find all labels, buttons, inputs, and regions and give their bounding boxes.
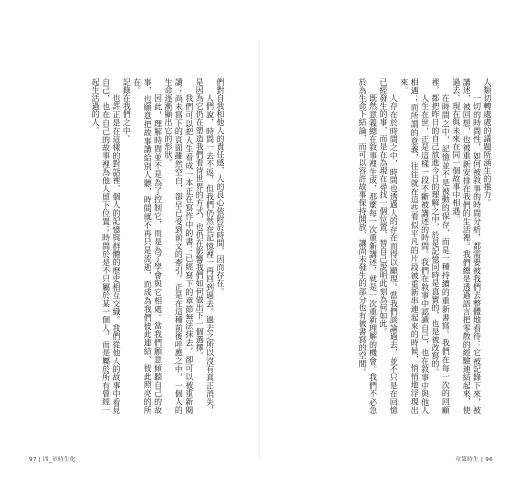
paragraph: 既然意義總在敘事裡生成，那麼每一次重新講述，就是一次重新理解的機會。我們不必急於為生命下結論，而可以容許故事保持開放，讓尚未發生的部分也有被書寫的空間。 xyxy=(358,78,378,414)
page-footer: 章第時生 | 96 xyxy=(455,457,493,463)
right-page xyxy=(260,0,520,500)
paragraph: 們對自我和他人的責任感，人的良心依附於時間，因而存在。 xyxy=(216,78,225,296)
paragraph: 人類切轉處處的議題所涵生的推力。 xyxy=(483,78,492,207)
paragraph: 一切的時間性，如何被敘事的時間分析，都需要被我們去整體地看待：它被記錄下來，被講述，被回想，也被重新安排在我們的生活裡。我們總是透過語言把零散的經驗連結起來，使過去、現在與未來在同一個故事中相遇。 xyxy=(451,78,482,414)
paragraph: 在時間之中，記憶並不是被動的保存，而是一種持續的重新書寫。我們在每一次的回顧裡，都把昨日的自己放進今日的理解之中，於是記憶同時是真實的，也是被改寫的。 xyxy=(430,78,451,414)
paragraph: 因此，理解時間並不是為了控制它，而是為了學會與它相處。當我們願意傾聽自己的故事，也願意把故事講給別人聽，時間就不再只是流逝，而成為我們彼此連結、彼此照亮的所在。 xyxy=(132,78,163,414)
left-page-text xyxy=(14,78,225,414)
paragraph: 我們可以把人生看成一本正在寫作中的書：已經寫下的章節無法抹去，卻可以被重新閱讀；尚未寫下的頁面雖然空白，卻早已受到前文的牽引。正是在這種前後呼應之中，一個人的生命逐漸顯出它的形狀。 xyxy=(163,78,194,414)
paragraph: 也許正是在這樣的對話裡，個人的記憶與群體的歷史相互交織。我們從他人的故事中看見自己，也在自己的故事裡為他人留下位置；時間於是不只屬於某一個人，而是屬於所有曾經一起生活過的人。 xyxy=(91,78,121,414)
right-page-text xyxy=(297,78,492,414)
paragraph: 人們說，時間一去不返，但我們仍然在記憶裡一再回到過去。過去之所以沒有真正消失，是因為它仍在塑造我們看待世界的方式，也仍在影響我們如何做出下一個選擇。 xyxy=(195,78,215,414)
paragraph: 記錄在我們之中。 xyxy=(122,78,132,143)
paragraph: 人生在世，正是這樣一段不斷被講述的時間。我們在敘事中認識自己，也在敘事中與他人相遇；而所謂的意義，往往就在這些看似平凡的片段被重新串連起來的時候，悄悄地浮現出來。 xyxy=(399,78,430,414)
page-footer: 97 | 四_章時生化 xyxy=(29,457,76,463)
paragraph: 人存在於時間之中，時間也透過人的存在而得以顯現。當我們談論過去，並不只是在回憶已經發生的事，而是在為現在尋找一個位置，替自己說明此刻為何如此。 xyxy=(378,78,399,414)
